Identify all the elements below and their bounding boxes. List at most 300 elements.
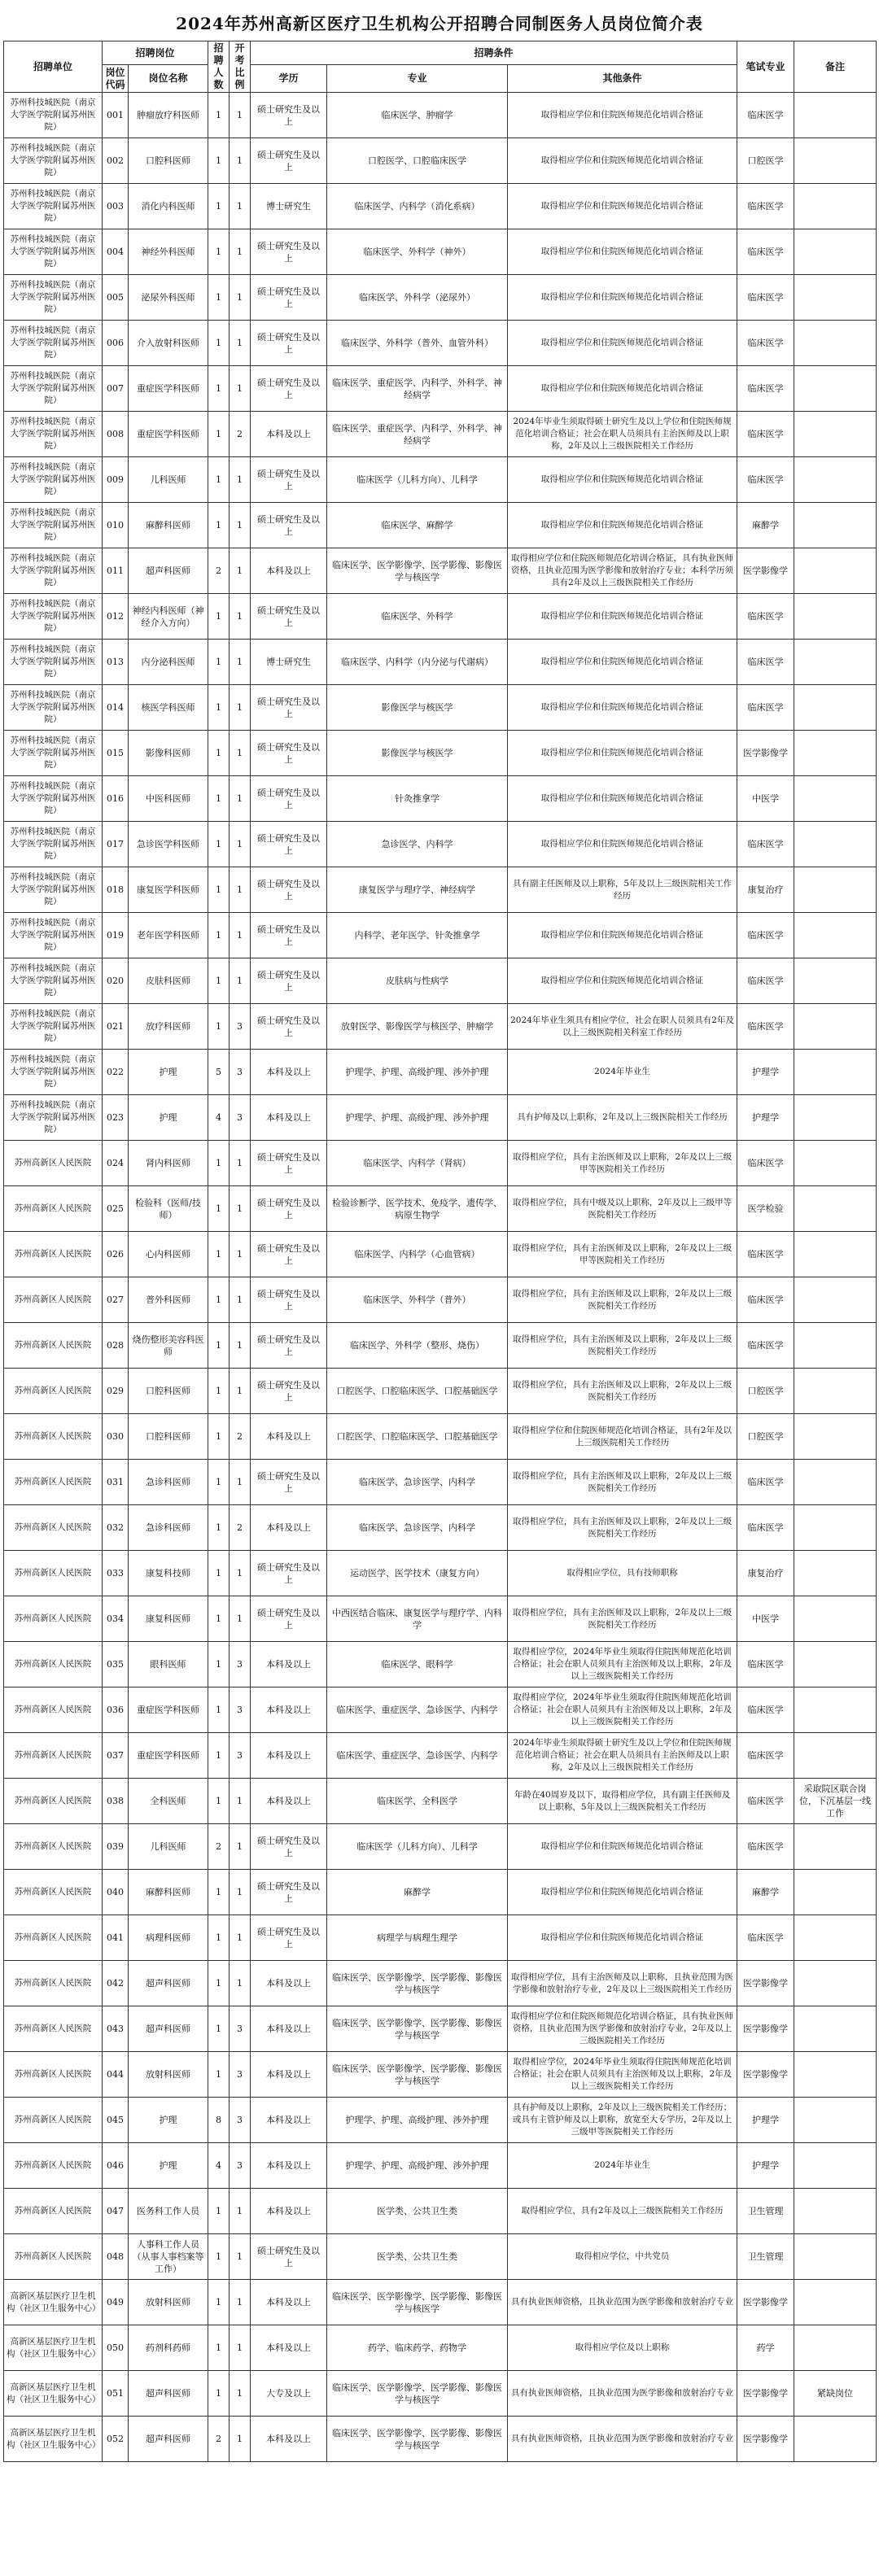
count-cell: 1	[208, 913, 230, 958]
exam-cell: 临床医学	[737, 1687, 794, 1733]
note-cell	[794, 275, 877, 321]
ratio-cell: 1	[230, 1551, 251, 1596]
ratio-cell: 1	[230, 1596, 251, 1642]
ratio-cell: 1	[230, 366, 251, 412]
code-cell: 037	[103, 1733, 129, 1779]
code-cell: 021	[103, 1004, 129, 1050]
post-name-cell: 眼科医师	[129, 1642, 208, 1687]
count-cell: 1	[208, 1141, 230, 1186]
education-cell: 本科及以上	[251, 2325, 327, 2371]
count-cell: 1	[208, 1915, 230, 1961]
count-cell: 2	[208, 548, 230, 594]
code-cell: 032	[103, 1505, 129, 1551]
major-cell: 影像医学与核医学	[327, 731, 508, 776]
table-row	[4, 2280, 877, 2325]
count-cell: 1	[208, 2280, 230, 2325]
ratio-cell: 1	[230, 321, 251, 366]
exam-cell: 临床医学	[737, 1642, 794, 1687]
code-cell: 048	[103, 2234, 129, 2280]
unit-cell: 苏州高新区人民医院	[4, 1870, 103, 1915]
unit-cell: 苏州高新区人民医院	[4, 1961, 103, 2006]
note-cell	[794, 2006, 877, 2052]
ratio-cell: 3	[230, 1050, 251, 1095]
other-conditions-cell: 2024年毕业生	[508, 1050, 737, 1095]
table-row	[4, 184, 877, 229]
table-row	[4, 321, 877, 366]
table-row	[4, 776, 877, 822]
post-name-cell: 超声科医师	[129, 1961, 208, 2006]
exam-cell: 临床医学	[737, 457, 794, 503]
major-cell: 临床医学、内科学（心血管病）	[327, 1232, 508, 1277]
other-conditions-cell: 取得相应学位，具有中级及以上职称，2年及以上三级甲等医院相关工作经历	[508, 1186, 737, 1232]
count-cell: 1	[208, 1186, 230, 1232]
ratio-cell: 1	[230, 2189, 251, 2234]
exam-cell: 康复治疗	[737, 867, 794, 913]
unit-cell: 苏州科技城医院（南京大学医学院附属苏州医院）	[4, 138, 103, 184]
major-cell: 口腔医学、口腔临床医学、口腔基础医学	[327, 1414, 508, 1460]
code-cell: 045	[103, 2098, 129, 2143]
ratio-cell: 1	[230, 1779, 251, 1824]
table-row	[4, 2143, 877, 2189]
count-cell: 1	[208, 640, 230, 685]
count-cell: 1	[208, 1596, 230, 1642]
education-cell: 本科及以上	[251, 1961, 327, 2006]
post-name-cell: 护理	[129, 2143, 208, 2189]
note-cell	[794, 776, 877, 822]
ratio-cell: 3	[230, 1687, 251, 1733]
header-exam: 笔试专业	[737, 41, 794, 93]
note-cell	[794, 1095, 877, 1141]
code-cell: 006	[103, 321, 129, 366]
count-cell: 1	[208, 138, 230, 184]
note-cell	[794, 1642, 877, 1687]
major-cell: 临床医学、医学影像学、医学影像、影像医学与核医学	[327, 2371, 508, 2417]
ratio-cell: 2	[230, 1505, 251, 1551]
education-cell: 本科及以上	[251, 2143, 327, 2189]
note-cell	[794, 2280, 877, 2325]
code-cell: 040	[103, 1870, 129, 1915]
code-cell: 025	[103, 1186, 129, 1232]
post-name-cell: 肾内科医师	[129, 1141, 208, 1186]
table-row	[4, 685, 877, 731]
note-cell	[794, 2325, 877, 2371]
other-conditions-cell: 取得相应学位，2024年毕业生须取得住院医师规范化培训合格证；社会在职人员须具有主治医师及以上职称，2年及以上三级医院相关工作经历	[508, 1642, 737, 1687]
ratio-cell: 2	[230, 412, 251, 457]
table-row	[4, 867, 877, 913]
count-cell: 1	[208, 366, 230, 412]
unit-cell: 苏州高新区人民医院	[4, 1596, 103, 1642]
major-cell: 临床医学、外科学	[327, 594, 508, 640]
unit-cell: 苏州高新区人民医院	[4, 1779, 103, 1824]
count-cell: 1	[208, 1369, 230, 1414]
unit-cell: 苏州高新区人民医院	[4, 1323, 103, 1369]
exam-cell: 医学影像学	[737, 2417, 794, 2462]
education-cell: 博士研究生	[251, 184, 327, 229]
post-name-cell: 超声科医师	[129, 2371, 208, 2417]
post-name-cell: 心内科医师	[129, 1232, 208, 1277]
note-cell: 采取院区联合岗位，下沉基层一线工作	[794, 1779, 877, 1824]
count-cell: 1	[208, 776, 230, 822]
ratio-cell: 3	[230, 1004, 251, 1050]
other-conditions-cell: 取得相应学位和住院医师规范化培训合格证	[508, 640, 737, 685]
table-row	[4, 457, 877, 503]
other-conditions-cell: 取得相应学位，具有主治医师及以上职称，且执业范围为医学影像和放射治疗专业，2年及以上三级医院相关工作经历	[508, 1961, 737, 2006]
other-conditions-cell: 取得相应学位，具有主治医师及以上职称，2年及以上三级甲等医院相关工作经历	[508, 1232, 737, 1277]
major-cell: 放射医学、影像医学与核医学、肿瘤学	[327, 1004, 508, 1050]
education-cell: 本科及以上	[251, 412, 327, 457]
exam-cell: 护理学	[737, 1050, 794, 1095]
major-cell: 医学类、公共卫生类	[327, 2189, 508, 2234]
unit-cell: 苏州高新区人民医院	[4, 2098, 103, 2143]
header-post-name: 岗位名称	[129, 65, 208, 93]
other-conditions-cell: 取得相应学位和住院医师规范化培训合格证	[508, 1870, 737, 1915]
unit-cell: 苏州科技城医院（南京大学医学院附属苏州医院）	[4, 457, 103, 503]
unit-cell: 苏州科技城医院（南京大学医学院附属苏州医院）	[4, 913, 103, 958]
ratio-cell: 1	[230, 1323, 251, 1369]
post-name-cell: 儿科医师	[129, 457, 208, 503]
code-cell: 036	[103, 1687, 129, 1733]
education-cell: 硕士研究生及以上	[251, 2234, 327, 2280]
unit-cell: 苏州科技城医院（南京大学医学院附属苏州医院）	[4, 731, 103, 776]
education-cell: 本科及以上	[251, 1095, 327, 1141]
education-cell: 本科及以上	[251, 1414, 327, 1460]
major-cell: 临床医学、急诊医学、内科学	[327, 1460, 508, 1505]
count-cell: 1	[208, 1323, 230, 1369]
post-name-cell: 护理	[129, 2098, 208, 2143]
count-cell: 1	[208, 503, 230, 548]
education-cell: 硕士研究生及以上	[251, 594, 327, 640]
code-cell: 046	[103, 2143, 129, 2189]
exam-cell: 医学影像学	[737, 731, 794, 776]
major-cell: 临床医学、内科学（肾病）	[327, 1141, 508, 1186]
major-cell: 临床医学（儿科方向）、儿科学	[327, 457, 508, 503]
major-cell: 临床医学（儿科方向）、儿科学	[327, 1824, 508, 1870]
unit-cell: 苏州科技城医院（南京大学医学院附属苏州医院）	[4, 412, 103, 457]
other-conditions-cell: 取得相应学位和住院医师规范化培训合格证	[508, 366, 737, 412]
education-cell: 本科及以上	[251, 2417, 327, 2462]
unit-cell: 苏州高新区人民医院	[4, 1733, 103, 1779]
ratio-cell: 1	[230, 1186, 251, 1232]
ratio-cell: 1	[230, 594, 251, 640]
other-conditions-cell: 取得相应学位和住院医师规范化培训合格证	[508, 822, 737, 867]
other-conditions-cell: 2024年毕业生	[508, 2143, 737, 2189]
unit-cell: 苏州科技城医院（南京大学医学院附属苏州医院）	[4, 822, 103, 867]
major-cell: 临床医学、外科学（普外）	[327, 1277, 508, 1323]
count-cell: 1	[208, 2189, 230, 2234]
major-cell: 口腔医学、口腔临床医学、口腔基础医学	[327, 1369, 508, 1414]
education-cell: 硕士研究生及以上	[251, 366, 327, 412]
education-cell: 硕士研究生及以上	[251, 93, 327, 138]
post-name-cell: 泌尿外科医师	[129, 275, 208, 321]
other-conditions-cell: 年龄在40周岁及以下，取得相应学位，具有副主任医师及以上职称，5年及以上三级医院相关工作经历	[508, 1779, 737, 1824]
note-cell	[794, 2098, 877, 2143]
unit-cell: 苏州高新区人民医院	[4, 1232, 103, 1277]
education-cell: 硕士研究生及以上	[251, 776, 327, 822]
other-conditions-cell: 取得相应学位和住院医师规范化培训合格证	[508, 685, 737, 731]
education-cell: 硕士研究生及以上	[251, 1323, 327, 1369]
count-cell: 1	[208, 2006, 230, 2052]
unit-cell: 苏州科技城医院（南京大学医学院附属苏州医院）	[4, 958, 103, 1004]
education-cell: 硕士研究生及以上	[251, 1277, 327, 1323]
post-name-cell: 康复科医师	[129, 1596, 208, 1642]
post-name-cell: 急诊医学科医师	[129, 822, 208, 867]
note-cell	[794, 2234, 877, 2280]
table-row	[4, 2006, 877, 2052]
post-name-cell: 检验科（医师/技师）	[129, 1186, 208, 1232]
other-conditions-cell: 具有执业医师资格，且执业范围为医学影像和放射治疗专业	[508, 2417, 737, 2462]
other-conditions-cell: 取得相应学位和住院医师规范化培训合格证	[508, 184, 737, 229]
other-conditions-cell: 取得相应学位，具有主治医师及以上职称，2年及以上三级医院相关工作经历	[508, 1505, 737, 1551]
table-row	[4, 2371, 877, 2417]
code-cell: 044	[103, 2052, 129, 2098]
education-cell: 硕士研究生及以上	[251, 1824, 327, 1870]
post-name-cell: 病理科医师	[129, 1915, 208, 1961]
table-row	[4, 640, 877, 685]
count-cell: 1	[208, 1551, 230, 1596]
count-cell: 1	[208, 1642, 230, 1687]
unit-cell: 苏州科技城医院（南京大学医学院附属苏州医院）	[4, 321, 103, 366]
exam-cell: 临床医学	[737, 1915, 794, 1961]
table-row	[4, 2234, 877, 2280]
code-cell: 018	[103, 867, 129, 913]
major-cell: 病理学与病理生理学	[327, 1915, 508, 1961]
code-cell: 033	[103, 1551, 129, 1596]
count-cell: 1	[208, 685, 230, 731]
count-cell: 1	[208, 457, 230, 503]
note-cell	[794, 321, 877, 366]
other-conditions-cell: 具有护师及以上职称，2年及以上三级医院相关工作经历	[508, 1095, 737, 1141]
note-cell	[794, 1961, 877, 2006]
note-cell	[794, 640, 877, 685]
exam-cell: 医学影像学	[737, 2052, 794, 2098]
table-row	[4, 822, 877, 867]
code-cell: 009	[103, 457, 129, 503]
major-cell: 急诊医学、内科学	[327, 822, 508, 867]
exam-cell: 中医学	[737, 776, 794, 822]
post-name-cell: 介入放射科医师	[129, 321, 208, 366]
exam-cell: 医学影像学	[737, 2371, 794, 2417]
note-cell	[794, 366, 877, 412]
ratio-cell: 3	[230, 2052, 251, 2098]
other-conditions-cell: 取得相应学位和住院医师规范化培训合格证，具有执业医师资格，且执业范围为医学影像和放射治疗专业；本科学历须具有2年及以上三级医院相关工作经历	[508, 548, 737, 594]
ratio-cell: 1	[230, 1961, 251, 2006]
unit-cell: 苏州科技城医院（南京大学医学院附属苏州医院）	[4, 366, 103, 412]
major-cell: 临床医学、外科学（整形、烧伤）	[327, 1323, 508, 1369]
education-cell: 硕士研究生及以上	[251, 321, 327, 366]
other-conditions-cell: 取得相应学位和住院医师规范化培训合格证	[508, 457, 737, 503]
exam-cell: 临床医学	[737, 1323, 794, 1369]
code-cell: 015	[103, 731, 129, 776]
table-row	[4, 1779, 877, 1824]
header-code: 岗位代码	[103, 65, 129, 93]
education-cell: 本科及以上	[251, 1050, 327, 1095]
post-name-cell: 护理	[129, 1095, 208, 1141]
other-conditions-cell: 取得相应学位，具有主治医师及以上职称，2年及以上三级医院相关工作经历	[508, 1277, 737, 1323]
education-cell: 本科及以上	[251, 1505, 327, 1551]
major-cell: 临床医学、医学影像学、医学影像、影像医学与核医学	[327, 2006, 508, 2052]
unit-cell: 苏州高新区人民医院	[4, 1824, 103, 1870]
note-cell	[794, 1369, 877, 1414]
note-cell	[794, 503, 877, 548]
exam-cell: 临床医学	[737, 1505, 794, 1551]
code-cell: 047	[103, 2189, 129, 2234]
other-conditions-cell: 取得相应学位，具有主治医师及以上职称，2年及以上三级医院相关工作经历	[508, 1596, 737, 1642]
other-conditions-cell: 取得相应学位和住院医师规范化培训合格证	[508, 913, 737, 958]
other-conditions-cell: 取得相应学位和住院医师规范化培训合格证	[508, 275, 737, 321]
count-cell: 1	[208, 1505, 230, 1551]
count-cell: 1	[208, 2234, 230, 2280]
education-cell: 本科及以上	[251, 2189, 327, 2234]
major-cell: 临床医学、医学影像学、医学影像、影像医学与核医学	[327, 548, 508, 594]
note-cell	[794, 93, 877, 138]
ratio-cell: 1	[230, 2417, 251, 2462]
code-cell: 050	[103, 2325, 129, 2371]
post-name-cell: 普外科医师	[129, 1277, 208, 1323]
education-cell: 本科及以上	[251, 2280, 327, 2325]
unit-cell: 苏州高新区人民医院	[4, 1141, 103, 1186]
table-row	[4, 1095, 877, 1141]
major-cell: 临床医学、重症医学、内科学、外科学、神经病学	[327, 412, 508, 457]
education-cell: 本科及以上	[251, 548, 327, 594]
other-conditions-cell: 具有执业医师资格，且执业范围为医学影像和放射治疗专业	[508, 2280, 737, 2325]
other-conditions-cell: 取得相应学位和住院医师规范化培训合格证	[508, 93, 737, 138]
count-cell: 1	[208, 822, 230, 867]
education-cell: 硕士研究生及以上	[251, 138, 327, 184]
note-cell	[794, 1004, 877, 1050]
note-cell: 紧缺岗位	[794, 2371, 877, 2417]
code-cell: 014	[103, 685, 129, 731]
note-cell	[794, 1414, 877, 1460]
note-cell	[794, 1232, 877, 1277]
major-cell: 皮肤病与性病学	[327, 958, 508, 1004]
exam-cell: 口腔医学	[737, 1369, 794, 1414]
other-conditions-cell: 取得相应学位和住院医师规范化培训合格证	[508, 731, 737, 776]
other-conditions-cell: 取得相应学位，2024年毕业生须取得住院医师规范化培训合格证；社会在职人员须具有主治医师及以上职称，2年及以上三级医院相关工作经历	[508, 1687, 737, 1733]
code-cell: 027	[103, 1277, 129, 1323]
table-row	[4, 2325, 877, 2371]
major-cell: 护理学、护理、高级护理、涉外护理	[327, 1050, 508, 1095]
note-cell	[794, 2052, 877, 2098]
note-cell	[794, 1323, 877, 1369]
exam-cell: 医学影像学	[737, 2280, 794, 2325]
unit-cell: 高新区基层医疗卫生机构（社区卫生服务中心）	[4, 2417, 103, 2462]
note-cell	[794, 1915, 877, 1961]
ratio-cell: 1	[230, 2371, 251, 2417]
education-cell: 硕士研究生及以上	[251, 1915, 327, 1961]
header-post-group: 招聘岗位	[103, 41, 208, 65]
count-cell: 1	[208, 1779, 230, 1824]
unit-cell: 苏州科技城医院（南京大学医学院附属苏州医院）	[4, 1095, 103, 1141]
major-cell: 临床医学、全科医学	[327, 1779, 508, 1824]
unit-cell: 苏州科技城医院（南京大学医学院附属苏州医院）	[4, 776, 103, 822]
other-conditions-cell: 2024年毕业生须取得硕士研究生及以上学位和住院医师规范化培训合格证；社会在职人员须具有主治医师及以上职称，2年及以上三级医院相关工作经历	[508, 412, 737, 457]
table-row	[4, 366, 877, 412]
unit-cell: 苏州科技城医院（南京大学医学院附属苏州医院）	[4, 229, 103, 275]
post-name-cell: 麻醉科医师	[129, 1870, 208, 1915]
count-cell: 1	[208, 275, 230, 321]
other-conditions-cell: 取得相应学位，具有2年及以上三级医院相关工作经历	[508, 2189, 737, 2234]
major-cell: 内科学、老年医学、针灸推拿学	[327, 913, 508, 958]
major-cell: 临床医学、内科学（消化系病）	[327, 184, 508, 229]
note-cell	[794, 2417, 877, 2462]
major-cell: 临床医学、医学影像学、医学影像、影像医学与核医学	[327, 2417, 508, 2462]
code-cell: 007	[103, 366, 129, 412]
table-row	[4, 93, 877, 138]
table-row	[4, 1277, 877, 1323]
ratio-cell: 3	[230, 2006, 251, 2052]
ratio-cell: 3	[230, 1095, 251, 1141]
exam-cell: 临床医学	[737, 1779, 794, 1824]
exam-cell: 临床医学	[737, 366, 794, 412]
code-cell: 004	[103, 229, 129, 275]
table-row	[4, 412, 877, 457]
count-cell: 5	[208, 1050, 230, 1095]
unit-cell: 苏州科技城医院（南京大学医学院附属苏州医院）	[4, 548, 103, 594]
count-cell: 1	[208, 229, 230, 275]
count-cell: 1	[208, 1414, 230, 1460]
ratio-cell: 2	[230, 1414, 251, 1460]
major-cell: 康复医学与理疗学、神经病学	[327, 867, 508, 913]
other-conditions-cell: 具有护师及以上职称，2年及以上三级医院相关工作经历；或具有主管护师及以上职称，放宽至大专学历，2年及以上三级甲等医院相关工作经历	[508, 2098, 737, 2143]
ratio-cell: 1	[230, 229, 251, 275]
other-conditions-cell: 取得相应学位，中共党员	[508, 2234, 737, 2280]
post-name-cell: 全科医师	[129, 1779, 208, 1824]
count-cell: 2	[208, 2417, 230, 2462]
post-name-cell: 老年医学科医师	[129, 913, 208, 958]
ratio-cell: 1	[230, 2325, 251, 2371]
header-education: 学历	[251, 65, 327, 93]
post-name-cell: 康复科技师	[129, 1551, 208, 1596]
table-row	[4, 1505, 877, 1551]
ratio-cell: 1	[230, 2234, 251, 2280]
post-name-cell: 重症医学科医师	[129, 1733, 208, 1779]
positions-table	[3, 41, 877, 2462]
education-cell: 本科及以上	[251, 1779, 327, 1824]
ratio-cell: 1	[230, 457, 251, 503]
exam-cell: 临床医学	[737, 594, 794, 640]
education-cell: 硕士研究生及以上	[251, 1004, 327, 1050]
code-cell: 002	[103, 138, 129, 184]
other-conditions-cell: 取得相应学位和住院医师规范化培训合格证	[508, 503, 737, 548]
exam-cell: 口腔医学	[737, 1414, 794, 1460]
unit-cell: 苏州高新区人民医院	[4, 2234, 103, 2280]
other-conditions-cell: 取得相应学位，具有技师职称	[508, 1551, 737, 1596]
note-cell	[794, 685, 877, 731]
header-other: 其他条件	[508, 65, 737, 93]
table-row	[4, 2098, 877, 2143]
major-cell: 临床医学、重症医学、内科学、外科学、神经病学	[327, 366, 508, 412]
education-cell: 硕士研究生及以上	[251, 229, 327, 275]
post-name-cell: 口腔科医师	[129, 138, 208, 184]
major-cell: 麻醉学	[327, 1870, 508, 1915]
note-cell	[794, 958, 877, 1004]
note-cell	[794, 594, 877, 640]
unit-cell: 苏州科技城医院（南京大学医学院附属苏州医院）	[4, 867, 103, 913]
other-conditions-cell: 取得相应学位和住院医师规范化培训合格证	[508, 958, 737, 1004]
code-cell: 029	[103, 1369, 129, 1414]
education-cell: 硕士研究生及以上	[251, 958, 327, 1004]
exam-cell: 麻醉学	[737, 503, 794, 548]
unit-cell: 高新区基层医疗卫生机构（社区卫生服务中心）	[4, 2280, 103, 2325]
note-cell	[794, 1460, 877, 1505]
table-row	[4, 1915, 877, 1961]
code-cell: 001	[103, 93, 129, 138]
major-cell: 临床医学、外科学（普外、血管外科）	[327, 321, 508, 366]
other-conditions-cell: 取得相应学位，具有主治医师及以上职称，2年及以上三级甲等医院相关工作经历	[508, 1141, 737, 1186]
table-row	[4, 1596, 877, 1642]
ratio-cell: 3	[230, 1642, 251, 1687]
table-row	[4, 1961, 877, 2006]
